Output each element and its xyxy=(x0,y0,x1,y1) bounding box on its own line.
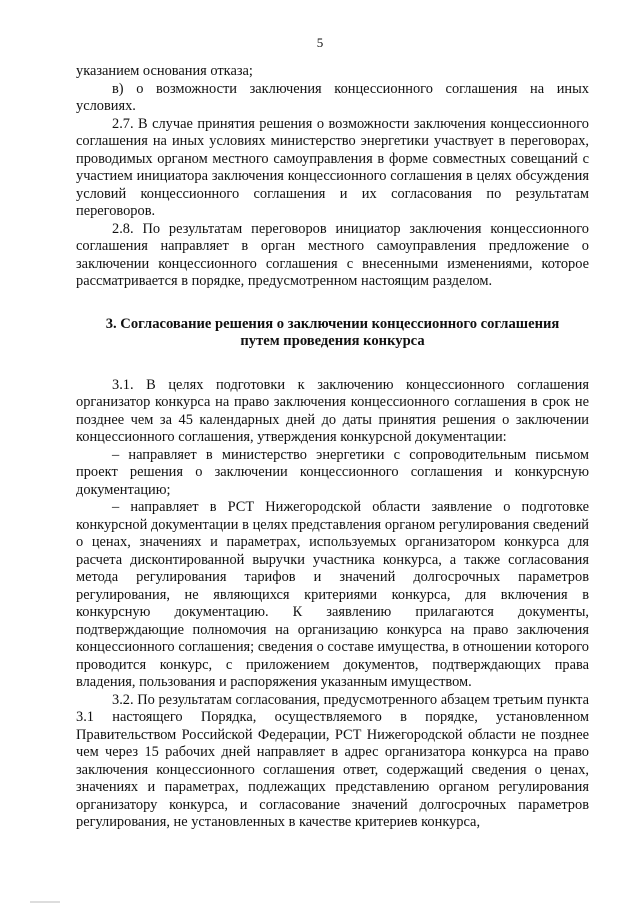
section-3-heading-line1: 3. Согласование решения о заключении концессионного соглашения xyxy=(105,315,560,332)
paragraph-3-1: 3.1. В целях подготовки к заключению концессионного соглашения организатор конкурса на право заключения концессионного соглашения в срок не позднее чем за 45 календарных дней до даты принятия решения о заключении концессионного соглашения, утверждения конкурсной документации: xyxy=(76,376,589,445)
paragraph-2-8: 2.8. По результатам переговоров инициатор заключения концессионного соглашения направляет в орган местного самоуправления предложение о заключении концессионного соглашения с внесенными изменениями, которое рассматривается в порядке, предусмотренном настоящим разделом. xyxy=(76,220,589,289)
section-3-heading xyxy=(76,316,589,351)
scan-artifact xyxy=(30,901,60,903)
paragraph-refusal-reason: указанием основания отказа; xyxy=(76,63,253,79)
section-3-heading-line2: путем проведения конкурса xyxy=(240,333,425,349)
paragraph-3-2: 3.2. По результатам согласования, предусмотренного абзацем третьим пункта 3.1 настоящего Порядка, осуществляемого в порядке, установленном Правительством Российской Федерации, РСТ Нижегородской области не позднее чем через 15 рабочих дней направляет в адрес организатора конкурса на право заключения концессионного соглашения ответ, содержащий сведения о ценах, значениях и параметрах, подлежащих представлению органом регулирования организатору конкурса, и согласование значений долгосрочных параметров регулирования, не установленных в качестве критериев конкурса, xyxy=(76,691,589,830)
paragraph-ministry-bullet: – направляет в министерство энергетики с сопроводительным письмом проект решения о заключении концессионного соглашения и конкурсную документацию; xyxy=(76,446,589,498)
paragraph-2-7: 2.7. В случае принятия решения о возможности заключения концессионного соглашения на иных условиях министерство энергетики участвует в переговорах, проводимых органом местного самоуправления в форме совместных совещаний с участием инициатора заключения концессионного соглашения в целях обсуждения условий концессионного соглашения и их согласования по результатам переговоров. xyxy=(76,115,589,219)
paragraph-rst-bullet: – направляет в РСТ Нижегородской области заявление о подготовке конкурсной документации в целях представления органом регулирования сведений о ценах, значениях и параметрах, используемых организатором конкурса для расчета дисконтированной выручки участника конкурса, а также согласования метода регулирования тарифов и значений долгосрочных параметров регулирования, не являющихся критериями конкурса, для включения в конкурсную документацию. К заявлению прилагаются документы, подтверждающие полномочия на организацию конкурса на право заключения концессионного соглашения; сведения о составе имущества, в отношении которого проводится конкурс, с приложением документов, подтверждающих права владения, пользования и распоряжения указанным имуществом. xyxy=(76,499,589,690)
page-number: 5 xyxy=(316,35,324,50)
paragraph-item-v: в) о возможности заключения концессионного соглашения на иных условиях. xyxy=(76,80,589,114)
document-body xyxy=(76,63,589,832)
